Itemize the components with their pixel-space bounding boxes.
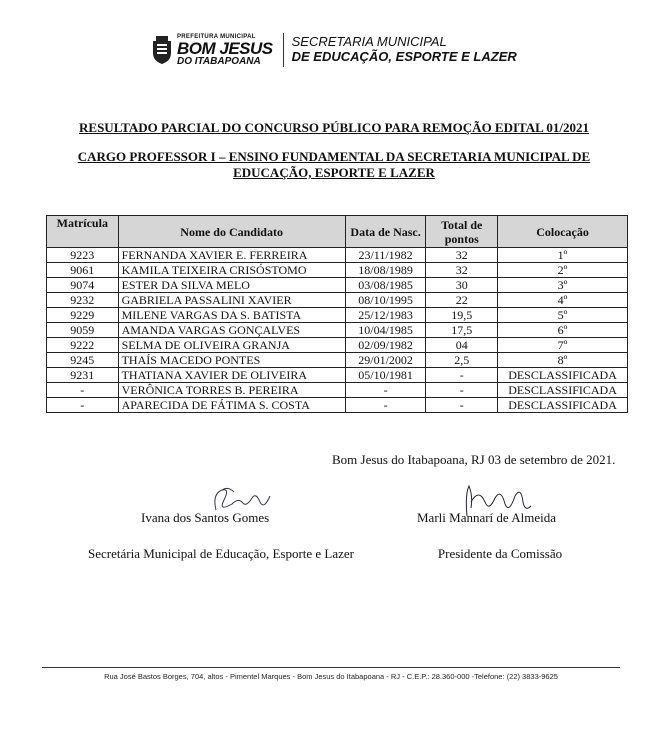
table-row: [47, 368, 628, 383]
cell-matricula: 9061: [47, 263, 119, 278]
cell-data: -: [345, 398, 426, 413]
cell-total: 32: [426, 263, 498, 278]
cell-data: 08/10/1995: [345, 293, 426, 308]
table-row: [47, 278, 628, 293]
cell-nome: SELMA DE OLIVEIRA GRANJA: [118, 338, 345, 353]
cell-colocacao: 6º: [498, 323, 628, 338]
cell-data: -: [345, 383, 426, 398]
cell-matricula: 9074: [47, 278, 119, 293]
signature-block-right: [405, 510, 575, 562]
cell-data: 25/12/1983: [345, 308, 426, 323]
cell-total: 17,5: [426, 323, 498, 338]
cell-matricula: 9059: [47, 323, 119, 338]
cell-data: 10/04/1985: [345, 323, 426, 338]
cell-total: 32: [426, 248, 498, 263]
signatory-left-name: Ivana dos Santos Gomes: [141, 510, 270, 525]
cell-data: 23/11/1982: [345, 248, 426, 263]
cell-nome: MILENE VARGAS DA S. BATISTA: [118, 308, 345, 323]
cell-nome: FERNANDA XAVIER E. FERREIRA: [118, 248, 345, 263]
cell-matricula: -: [47, 383, 119, 398]
cell-total: 19,5: [426, 308, 498, 323]
cell-total: 30: [426, 278, 498, 293]
document-subtitle: CARGO PROFESSOR I – ENSINO FUNDAMENTAL DA SECRETARIA MUNICIPAL DE EDUCAÇÃO, ESPORTE E LAZER: [77, 149, 591, 180]
letterhead: [150, 33, 517, 67]
cell-nome: APARECIDA DE FÁTIMA S. COSTA: [118, 398, 345, 413]
cell-matricula: -: [47, 398, 119, 413]
header-divider: [283, 33, 284, 67]
header-nome: Nome do Candidato: [118, 216, 345, 248]
cell-data: 02/09/1982: [345, 338, 426, 353]
cell-matricula: 9232: [47, 293, 119, 308]
cell-colocacao: DESCLASSIFICADA: [498, 368, 628, 383]
cell-colocacao: 8º: [498, 353, 628, 368]
cell-data: 18/08/1989: [345, 263, 426, 278]
table-row: [47, 263, 628, 278]
signatory-left-role: Secretária Municipal de Educação, Esporte e Lazer: [88, 546, 354, 561]
cell-colocacao: 7º: [498, 338, 628, 353]
cell-matricula: 9229: [47, 308, 119, 323]
cell-nome: AMANDA VARGAS GONÇALVES: [118, 323, 345, 338]
cell-nome: THATIANA XAVIER DE OLIVEIRA: [118, 368, 345, 383]
cell-matricula: 9231: [47, 368, 119, 383]
department-line1: SECRETARIA MUNICIPAL: [291, 34, 447, 50]
table-row: [47, 323, 628, 338]
table-row: [47, 398, 628, 413]
cell-total: -: [426, 383, 498, 398]
cell-data: 03/08/1985: [345, 278, 426, 293]
signatory-right-name: Marli Mannarí de Almeida: [417, 510, 556, 525]
table-row: [47, 308, 628, 323]
header-data: Data de Nasc.: [345, 216, 426, 248]
logo-main-text: BOM JESUS: [177, 38, 273, 58]
footer-address: Rua José Bastos Borges, 704, altos - Pimentel Marques - Bom Jesus do Itabapoana - RJ - C.E.P.: 28.360-000 -Telefone: (22) 3833-9625: [104, 672, 558, 681]
cell-colocacao: 5º: [498, 308, 628, 323]
footer-divider: [42, 667, 620, 668]
table-row: [47, 353, 628, 368]
department-name: [292, 35, 517, 65]
table-row: [47, 248, 628, 263]
cell-total: -: [426, 398, 498, 413]
cell-colocacao: 2º: [498, 263, 628, 278]
cell-colocacao: DESCLASSIFICADA: [498, 398, 628, 413]
cell-nome: GABRIELA PASSALINI XAVIER: [118, 293, 345, 308]
table-body: [47, 248, 628, 413]
municipal-logo: [150, 34, 273, 67]
cell-colocacao: 3º: [498, 278, 628, 293]
logo-sub-text: DO ITABAPOANA: [177, 55, 261, 67]
cell-matricula: 9223: [47, 248, 119, 263]
cell-total: 22: [426, 293, 498, 308]
header-colocacao: Colocação: [498, 216, 628, 248]
department-line2: DE EDUCAÇÃO, ESPORTE E LAZER: [291, 49, 517, 64]
results-table: [46, 215, 628, 413]
cell-total: 04: [426, 338, 498, 353]
cell-nome: ESTER DA SILVA MELO: [118, 278, 345, 293]
cell-colocacao: DESCLASSIFICADA: [498, 383, 628, 398]
cell-matricula: 9245: [47, 353, 119, 368]
cell-colocacao: 4º: [498, 293, 628, 308]
table-row: [47, 293, 628, 308]
table-header-row: [47, 216, 628, 248]
coat-of-arms-icon: [150, 35, 174, 65]
place-date: Bom Jesus do Itabapoana, RJ 03 de setembro de 2021.: [332, 452, 616, 467]
header-matricula: Matrícula: [47, 216, 119, 248]
cell-data: 29/01/2002: [345, 353, 426, 368]
header-total: Total de pontos: [426, 216, 498, 248]
signature-block-left: [86, 510, 356, 562]
cell-data: 05/10/1981: [345, 368, 426, 383]
signatory-right-role: Presidente da Comissão: [437, 546, 563, 561]
document-title: RESULTADO PARCIAL DO CONCURSO PÚBLICO PARA REMOÇÃO EDITAL 01/2021: [79, 120, 589, 135]
cell-nome: VERÔNICA TORRES B. PEREIRA: [118, 383, 345, 398]
table-row: [47, 383, 628, 398]
cell-total: 2,5: [426, 353, 498, 368]
cell-colocacao: 1º: [498, 248, 628, 263]
cell-nome: KAMILA TEIXEIRA CRISÓSTOMO: [118, 263, 345, 278]
cell-matricula: 9222: [47, 338, 119, 353]
cell-nome: THAÍS MACEDO PONTES: [118, 353, 345, 368]
table-row: [47, 338, 628, 353]
cell-total: -: [426, 368, 498, 383]
logo-small-text: PREFEITURA MUNICIPAL: [177, 33, 256, 40]
